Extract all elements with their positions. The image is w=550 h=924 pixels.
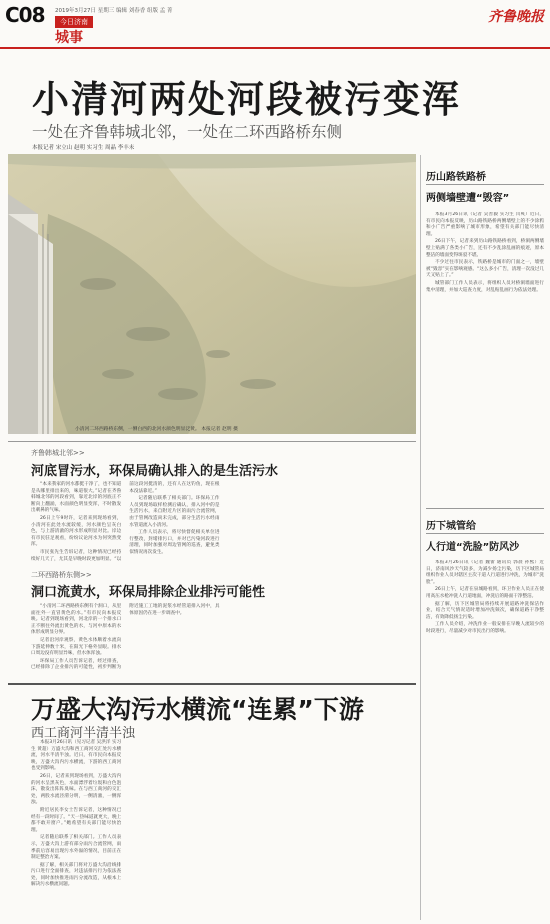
sidebar1-paragraph: 不少过往市民表示，铁路桥是城市的门面之一，墙壁被“毁容”实在影响观感。“这么多小广告，清理一次没过几天又贴上了。” <box>426 260 544 279</box>
part1-paragraph: 市民张先生告诉记者，这种情况已经持续好几天了，尤其是早晚时段更加明显。“以前这段河挺清的，还有人在这钓鱼，现在根本没法靠近。” <box>31 482 220 562</box>
part1-tag: 齐鲁韩城北邻>> <box>31 449 85 457</box>
paper-name: 齐鲁晚报 <box>488 9 544 25</box>
story2-paragraph: 附近居民李女士告诉记者，这种情况已经有一段时间了。“天一热味道就更大，晚上都不敢开窗户。”她希望有关部门能尽快治理。 <box>31 807 122 833</box>
part2-paragraph: 环保局工作人员告诉记者，经过排查，已经排除了企业排污的可能性，初步判断为附近施工工地的泥浆水经管道排入河中，具体原因仍在进一步调查中。 <box>31 604 220 671</box>
part2-body <box>31 604 416 676</box>
part2-tag: 二环西路桥东侧>> <box>31 571 92 579</box>
sidebar2-body <box>426 560 544 920</box>
sidebar2-paragraph: 26日上午，记者在泉城路看到，环卫作业人员正在使用高压水枪冲洗人行道地面，冲洗后的路面干净整洁。 <box>426 587 544 599</box>
page-code: C08 <box>5 3 45 27</box>
sidebar2-paragraph: 工作人员介绍，冲洗作业一般安排在早晚人流较少的时段进行，尽量减少对市民出行的影响。 <box>426 622 544 634</box>
photo-caption: 小清河二环西路桥东侧，一侧白西的北河水颜色明显泛黄。 本报记者 赵明 摄 <box>75 427 238 432</box>
sidebar1-body <box>426 212 544 502</box>
section-title: 城事 <box>55 30 83 46</box>
sidebar1-headline: 两侧墙壁遭“毁容” <box>426 193 510 204</box>
sidebar2-paragraph: 据了解，历下区城管局将持续开展道路冲洗保洁作业，结合天气情况适时增加冲洗频次，确保道路干净整洁，有效降低扬尘污染。 <box>426 601 544 620</box>
part2-heading: 洞口流黄水，环保局排除企业排污可能性 <box>31 585 266 600</box>
main-headline: 小清河两处河段被污变浑 <box>32 78 461 121</box>
story2-paragraph: 记者随后联系了相关部门。工作人员表示，万盛大沟上游有部分雨污合流管网，雨季前后容易出现污水外溢的情况，目前正在制定整治方案。 <box>31 835 122 861</box>
header-meta: 2019年3月27日 星期三 编辑 刘春香 组版 孟 菁 <box>55 8 173 14</box>
story2-paragraph: 据了解，相关部门将对万盛大沟沿线排污口进行全面排查，对违法排污行为依法查处，同时加快推进雨污分流改造，从根本上解决污水横流问题。 <box>31 862 122 888</box>
sidebar2-headline: 人行道“洗脸”防风沙 <box>426 542 520 553</box>
sidebar1-paragraph: 城管部门工作人员表示，将组织人员对桥洞墙面进行集中清理，并加大巡查力度，对乱贴乱画行为依法处理。 <box>426 280 544 293</box>
story2-paragraph: 本报3月26日讯（见习记者 吴洪洋 实习生 黄超）万盛大沟和西工商河交汇处污水横流，河水半清半浊。近日，有市民向本报反映，万盛大沟内污水横流，下游的西工商河也受到影响。 <box>31 740 122 772</box>
story2-subheadline: 西工商河半清半浊 <box>31 726 136 741</box>
part1-paragraph: “本来我家的河水都挺干净了，也不知道是从哪里排出来的，味道很大。”记者在齐鲁韩城北邻的河段看到，靠近北岸的河底正不断向上翻涌，水面颜色明显变浑，不时散发出刺鼻的气味。 <box>31 482 122 514</box>
part2-paragraph: “小清河二环西路桥东侧有个洞口，从里面往外一直冒黄色的水。”有市民向本报反映。记者到现场看到，河北岸的一个排水口正不断往外流出黄色的水，与河中原本的水体形成明显分界。 <box>31 604 122 636</box>
part2-paragraph: 记者沿河岸观察，黄色水体顺着水流向下游延伸数十米，在阳光下格外显眼。排水口周边没有明显异味，但水体浑浊。 <box>31 637 122 657</box>
story2-paragraph: 26日，记者来到现场看到，万盛大沟内的河水呈黑灰色，水面漂浮着垃圾和白色泡沫，散发出阵阵臭味。在与西工商河的交汇处，两股水流泾渭分明，一侧清澈，一侧浑浊。 <box>31 773 122 806</box>
river-photo <box>8 154 416 434</box>
story2-body <box>31 740 416 920</box>
part1-heading: 河底冒污水，环保局确认排入的是生活污水 <box>31 464 279 479</box>
story2-headline: 万盛大沟污水横流“连累”下游 <box>31 695 364 724</box>
sidebar2-paragraph: 本报3月26日讯（记者 魏蕾 通讯员 郭晨 孙熙）近日，济南风沙天气较多，为减少扬尘污染，历下区城管局组织作业人员对辖区主次干道人行道进行冲洗，为城市“洗脸”。 <box>426 560 544 585</box>
sidebar2-label: 历下城管给 <box>426 521 476 532</box>
sidebar1-paragraph: 26日下午，记者来到历山路铁路桥看到，桥洞两侧墙壁上贴满了各类小广告，还有不少乱涂乱画的痕迹，原本整洁的墙面变得斑驳不堪。 <box>426 239 544 258</box>
part1-paragraph: 工作人员表示，将尽快督促相关单位进行整改，封堵排污口，并对已污染河段进行清理，同时加强对周边管网的巡查，避免类似情况再次发生。 <box>129 530 220 555</box>
part1-paragraph: 记者随后联系了相关部门。环保局工作人员到现场取样检测后确认，排入河中的是生活污水，来自附近片区的雨污合流管网，由于管网改造尚未完成，部分生活污水经雨水管道流入小清河。 <box>129 496 220 528</box>
part1-paragraph: 26日上午9时许，记者来到现场看到，小清河在此处水流较缓，河水颜色呈灰白色，与上游清澈的河水形成明显对比。岸边有市民驻足观看，纷纷议论河水为何突然变浑。 <box>31 515 122 548</box>
sidebar1-label: 历山路铁路桥 <box>426 172 486 183</box>
main-byline: 本报记者 宋立山 赵明 实习生 周晶 李丰未 <box>32 145 135 151</box>
part1-body <box>31 482 416 565</box>
sidebar1-paragraph: 本报3月26日讯（记者 吴善毅 实习生 闫爽）近日，有市民向本报反映，历山路铁路桥两侧墙壁上的不少涂鸦和小广告严重影响了城市形象，希望有关部门能尽快清理。 <box>426 212 544 237</box>
main-subheadline: 一处在齐鲁韩城北邻，一处在二环西路桥东侧 <box>32 123 343 141</box>
section-label: 今日济南 <box>55 16 93 28</box>
